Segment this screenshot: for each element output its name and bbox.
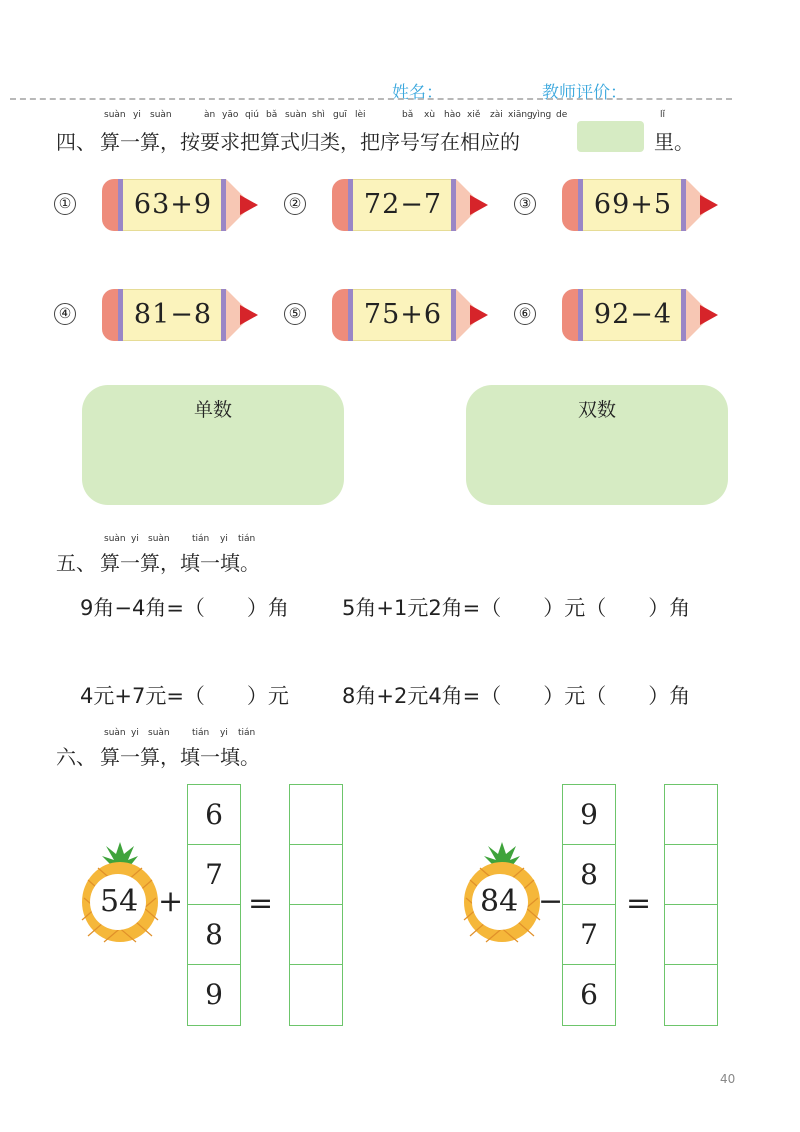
section-6-title: 算一算，填一填。: [100, 745, 260, 769]
expression: 69+5: [593, 189, 673, 220]
pinyin-17: xiāng: [508, 110, 533, 120]
money-equation-1[interactable]: 9角−4角=（ ）角: [80, 596, 289, 620]
money-equation-2[interactable]: 5角+1元2角=（ ）元（ ）角: [342, 596, 691, 620]
subtrahend-cell: 8: [563, 845, 615, 905]
pinyin-18: yìng: [532, 110, 552, 120]
item-number: ⑤: [284, 303, 306, 325]
pinyin-s6-3: suàn: [148, 728, 170, 738]
pinyin-s5-4: tián: [192, 534, 210, 544]
pencil-tip: [700, 195, 718, 215]
subtrahend-cell: 7: [563, 905, 615, 965]
expression: 81−8: [133, 299, 213, 330]
equals-sign-right: =: [626, 886, 652, 921]
pinyin-13: xù: [424, 110, 436, 120]
expression: 92−4: [593, 299, 673, 330]
expression: 75+6: [363, 299, 443, 330]
addend-column: [187, 784, 241, 1026]
addend-cell: 8: [188, 905, 240, 965]
pinyin-8: suàn: [285, 110, 307, 120]
expression: 63+9: [133, 189, 213, 220]
pinyin-s6-6: tián: [238, 728, 256, 738]
pinyin-2: yi: [133, 110, 141, 120]
pencil-tip: [700, 305, 718, 325]
name-label: 姓名：: [392, 83, 443, 103]
subtrahend-cell: 6: [580, 978, 598, 1011]
addend-cell: 9: [205, 978, 223, 1011]
answer-cell[interactable]: [665, 845, 717, 905]
pinyin-10: guī: [333, 110, 347, 120]
equals-sign-left: =: [248, 886, 274, 921]
even-number-box[interactable]: [466, 385, 728, 505]
pinyin-5: yāo: [222, 110, 239, 120]
odd-number-box[interactable]: [82, 385, 344, 505]
pencil-card-3: [518, 179, 719, 231]
pinyin-11: lèi: [355, 110, 366, 120]
pencil-tip: [240, 305, 258, 325]
pencil-card-4: [58, 289, 259, 341]
section-4-title: 算一算，按要求把算式归类，把序号写在相应的: [100, 130, 520, 154]
section-5-number: 五、: [56, 551, 96, 575]
pinyin-9: shì: [312, 110, 325, 120]
answer-cell[interactable]: [290, 785, 342, 845]
answer-cell[interactable]: [665, 905, 717, 965]
pinyin-s5-5: yi: [220, 534, 228, 544]
answer-cell[interactable]: [290, 905, 342, 965]
base-number-right: 84: [480, 884, 519, 919]
pencil-card-5: [288, 289, 489, 341]
expression: 72−7: [363, 189, 443, 220]
pinyin-s5-2: yi: [131, 534, 139, 544]
money-equation-3[interactable]: 4元+7元=（ ）元: [80, 684, 289, 708]
answer-slot-sample: [577, 121, 644, 152]
pencil-tip: [470, 305, 488, 325]
addend-cell: 7: [188, 845, 240, 905]
pinyin-14: hào: [444, 110, 461, 120]
item-number: ③: [514, 193, 536, 215]
pencil-tip: [240, 195, 258, 215]
item-number: ⑥: [514, 303, 536, 325]
section-4-title-suffix: 里。: [654, 130, 694, 154]
answer-cell[interactable]: [290, 845, 342, 905]
header-divider: [10, 98, 732, 100]
answer-cell[interactable]: [665, 785, 717, 845]
item-number: ④: [54, 303, 76, 325]
pinyin-12: bǎ: [402, 110, 414, 120]
money-equation-4[interactable]: 8角+2元4角=（ ）元（ ）角: [342, 684, 691, 708]
plus-sign: +: [158, 884, 184, 919]
difference-answer-column: [664, 784, 718, 1026]
pencil-card-6: [518, 289, 719, 341]
teacher-evaluation-label: 教师评价：: [542, 83, 627, 103]
section-6-number: 六、: [56, 745, 96, 769]
pinyin-19: de: [556, 110, 568, 120]
section-5-title: 算一算，填一填。: [100, 551, 260, 575]
page-number: 40: [720, 1072, 736, 1086]
pinyin-s6-2: yi: [131, 728, 139, 738]
answer-cell[interactable]: [290, 965, 342, 1025]
pencil-card-1: [58, 179, 259, 231]
even-number-label: 双数: [577, 399, 616, 421]
odd-number-label: 单数: [193, 399, 232, 421]
pinyin-s6-5: yi: [220, 728, 228, 738]
pinyin-15: xiě: [467, 110, 481, 120]
pinyin-3: suàn: [150, 110, 172, 120]
pinyin-16: zài: [490, 110, 503, 120]
item-number: ①: [54, 193, 76, 215]
pinyin-6: qiú: [245, 110, 259, 120]
subtrahend-column: [562, 784, 616, 1026]
pinyin-s5-1: suàn: [104, 534, 126, 544]
pinyin-1: suàn: [104, 110, 126, 120]
subtrahend-cell: 9: [563, 785, 615, 845]
pencil-tip: [470, 195, 488, 215]
section-4-number: 四、: [56, 130, 96, 154]
minus-sign: −: [538, 884, 564, 919]
pinyin-4: àn: [204, 110, 216, 120]
pinyin-s5-3: suàn: [148, 534, 170, 544]
pinyin-s6-4: tián: [192, 728, 210, 738]
pencil-card-2: [288, 179, 489, 231]
item-number: ②: [284, 193, 306, 215]
sum-answer-column: [289, 784, 343, 1026]
pinyin-s5-6: tián: [238, 534, 256, 544]
pinyin-s6-1: suàn: [104, 728, 126, 738]
base-number-left: 54: [100, 884, 139, 919]
addend-cell: 6: [188, 785, 240, 845]
pinyin-20: lǐ: [660, 110, 666, 120]
pinyin-7: bǎ: [266, 110, 278, 120]
answer-cell[interactable]: [665, 965, 717, 1025]
